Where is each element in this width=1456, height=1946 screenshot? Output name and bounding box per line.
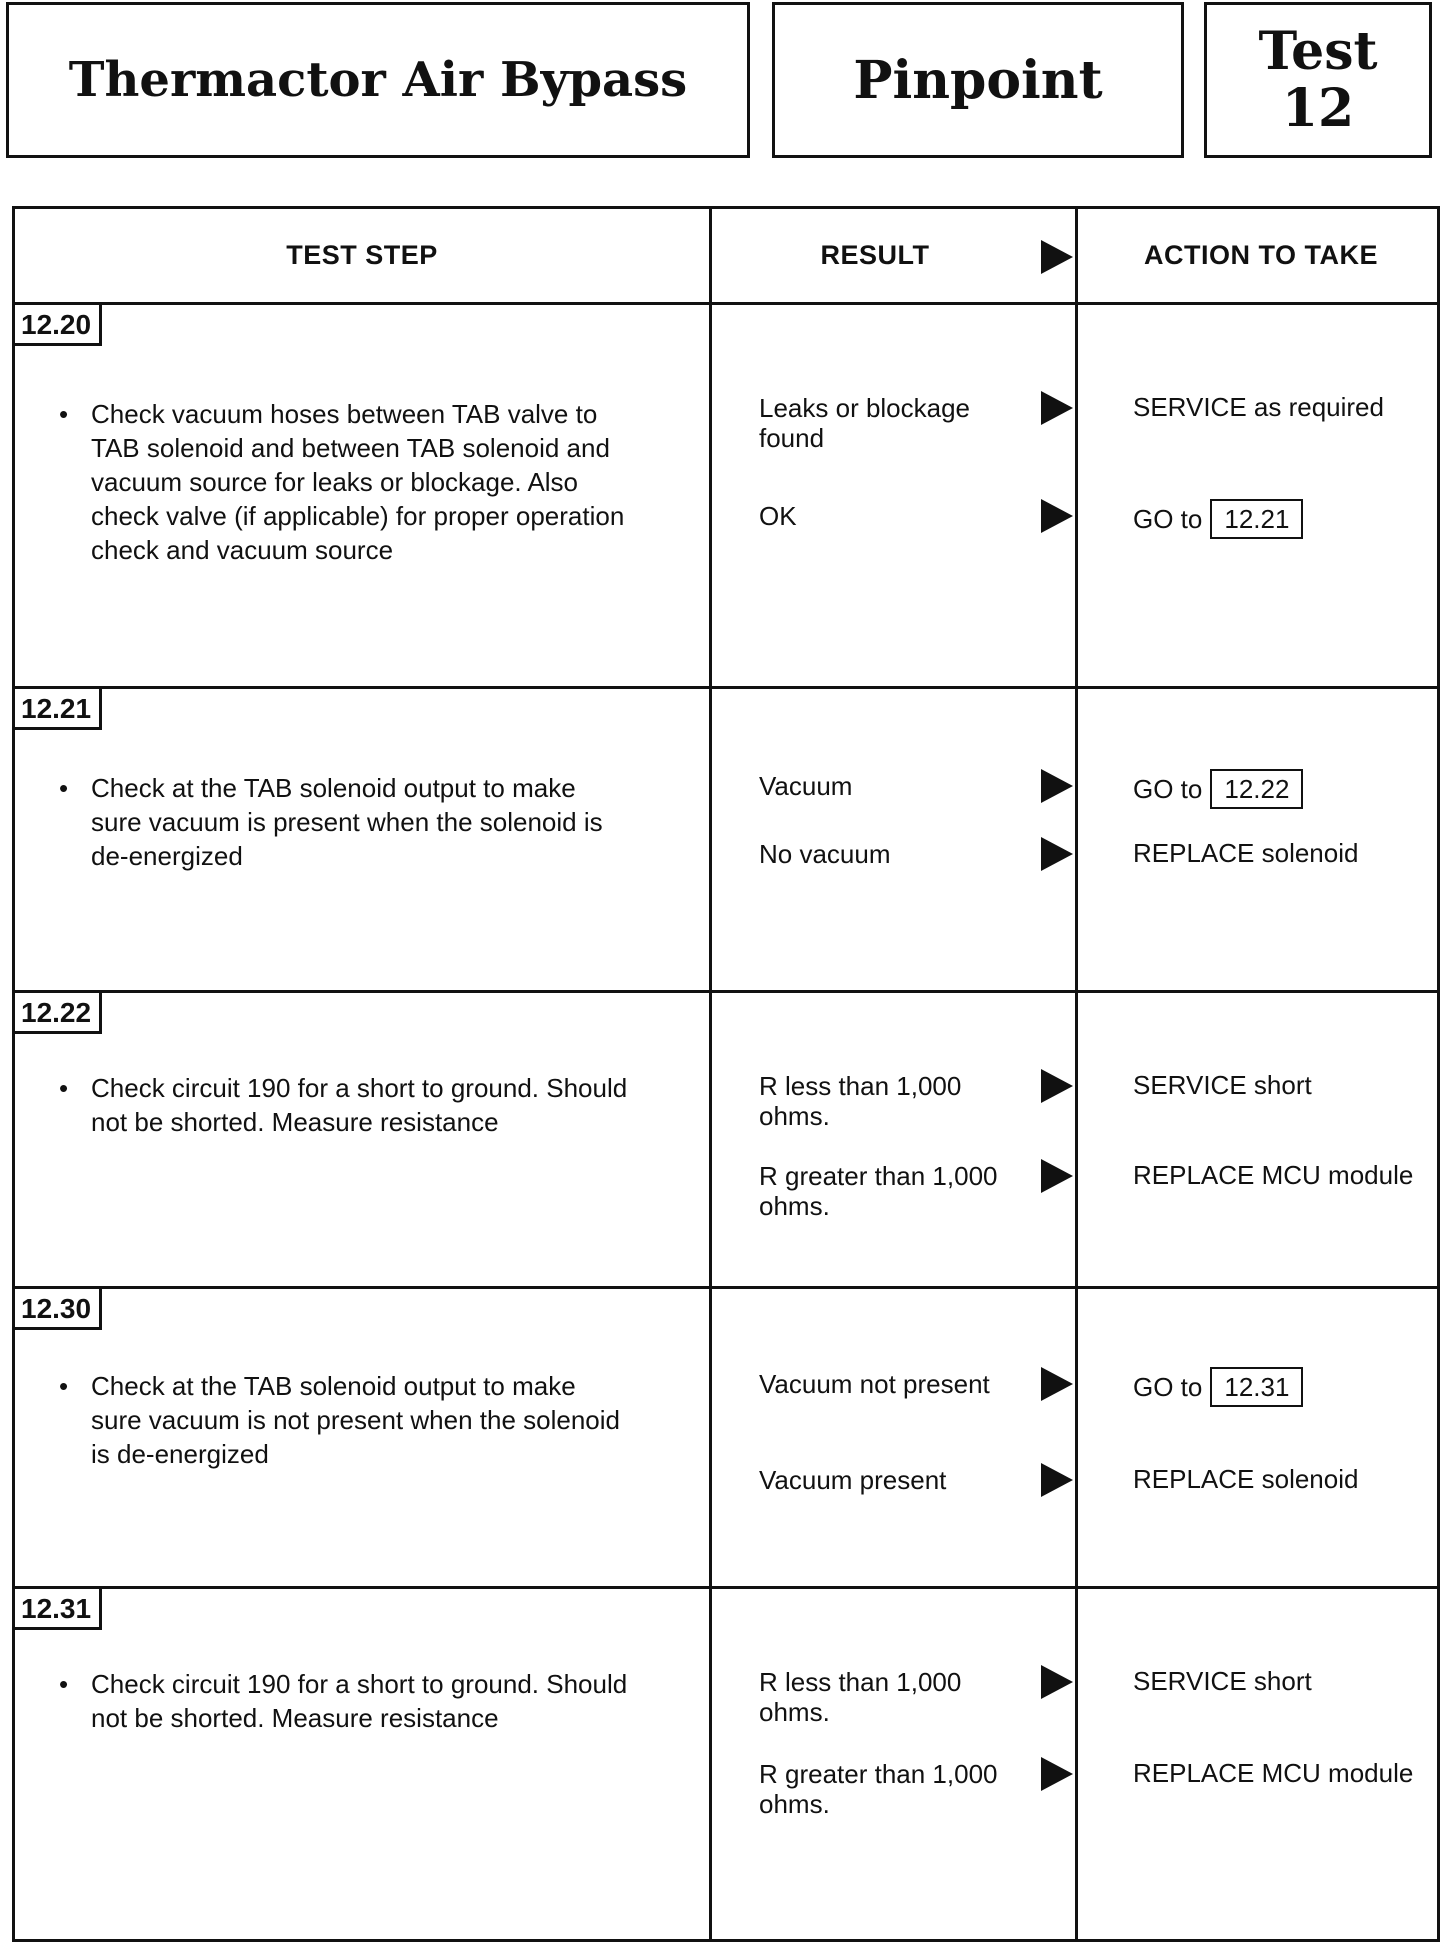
action-text bbox=[1133, 1159, 1433, 1191]
action-label: GO to bbox=[1133, 1372, 1203, 1402]
arrow-icon bbox=[1041, 1367, 1073, 1401]
step-number: 12.22 bbox=[15, 993, 102, 1034]
step-instruction-text: Check at the TAB solenoid output to make sure vacuum is present when the solenoid is de-energized bbox=[91, 773, 603, 871]
arrow-icon bbox=[1041, 1069, 1073, 1103]
table-header bbox=[15, 209, 1437, 305]
goto-step-reference: 12.21 bbox=[1210, 499, 1303, 539]
result-text: R greater than 1,000 ohms. bbox=[759, 1161, 998, 1221]
arrow-icon bbox=[1041, 1665, 1073, 1699]
step-instruction-text: Check vacuum hoses between TAB valve to TAB solenoid and between TAB solenoid and vacuum source for leaks or blockage. Also check valve (if applicable) for proper operation check and vacuum source bbox=[91, 399, 625, 565]
pinpoint-box bbox=[772, 2, 1184, 158]
step-number: 12.30 bbox=[15, 1289, 102, 1330]
result-text: Leaks or blockage found bbox=[759, 393, 971, 453]
action-text bbox=[1133, 1665, 1433, 1697]
step-instruction bbox=[61, 397, 631, 567]
step-instruction bbox=[61, 1667, 631, 1735]
action-text bbox=[1133, 1069, 1433, 1101]
step-number: 12.20 bbox=[15, 305, 102, 346]
test-step-row bbox=[15, 305, 1437, 689]
step-instruction-text: Check circuit 190 for a short to ground. Should not be shorted. Measure resistance bbox=[91, 1073, 628, 1137]
result-text: Vacuum not present bbox=[759, 1369, 990, 1399]
action-text bbox=[1133, 499, 1433, 539]
step-instruction-text: Check at the TAB solenoid output to make sure vacuum is not present when the solenoid is de-energized bbox=[91, 1371, 620, 1469]
result-text: R less than 1,000 ohms. bbox=[759, 1667, 962, 1727]
test-number: 12 bbox=[1281, 78, 1355, 139]
step-instruction bbox=[61, 1369, 631, 1471]
action-label: REPLACE solenoid bbox=[1133, 1464, 1359, 1494]
action-label: GO to bbox=[1133, 504, 1203, 534]
arrow-icon bbox=[1041, 1463, 1073, 1497]
step-instruction-text: Check circuit 190 for a short to ground. Should not be shorted. Measure resistance bbox=[91, 1669, 628, 1733]
arrow-icon bbox=[1041, 1159, 1073, 1193]
arrow-icon bbox=[1041, 837, 1073, 871]
goto-step-reference: 12.31 bbox=[1210, 1367, 1303, 1407]
bullet-icon: • bbox=[59, 1669, 69, 1699]
action-label: GO to bbox=[1133, 774, 1203, 804]
action-label: SERVICE short bbox=[1133, 1070, 1312, 1100]
action-text bbox=[1133, 1367, 1433, 1407]
result-text: Vacuum present bbox=[759, 1465, 947, 1495]
action-text bbox=[1133, 769, 1433, 809]
test-step-row bbox=[15, 689, 1437, 993]
col-header-test-step: TEST STEP bbox=[286, 240, 438, 270]
arrow-icon bbox=[1041, 240, 1073, 274]
result-text: No vacuum bbox=[759, 839, 891, 869]
test-label: Test bbox=[1258, 20, 1378, 82]
test-step-row bbox=[15, 1289, 1437, 1589]
bullet-icon: • bbox=[59, 773, 69, 803]
goto-step-reference: 12.22 bbox=[1210, 769, 1303, 809]
step-number: 12.31 bbox=[15, 1589, 102, 1630]
test-step-row bbox=[15, 993, 1437, 1289]
title-box bbox=[6, 2, 750, 158]
step-number: 12.21 bbox=[15, 689, 102, 730]
col-header-result-label: RESULT bbox=[820, 240, 930, 270]
test-step-row bbox=[15, 1589, 1437, 1945]
pinpoint-label: Pinpoint bbox=[853, 49, 1103, 111]
result-text: R greater than 1,000 ohms. bbox=[759, 1759, 998, 1819]
step-instruction bbox=[61, 771, 631, 873]
test-number-box bbox=[1204, 2, 1432, 158]
result-text: R less than 1,000 ohms. bbox=[759, 1071, 962, 1131]
action-label: REPLACE MCU module bbox=[1133, 1160, 1414, 1190]
action-text bbox=[1133, 1757, 1433, 1789]
pinpoint-test-table bbox=[12, 206, 1440, 1942]
col-header-action: ACTION TO TAKE bbox=[1144, 240, 1378, 270]
page-title: Thermactor Air Bypass bbox=[68, 52, 688, 108]
result-text: Vacuum bbox=[759, 771, 853, 801]
bullet-icon: • bbox=[59, 399, 69, 429]
action-label: SERVICE as required bbox=[1133, 392, 1384, 422]
arrow-icon bbox=[1041, 499, 1073, 533]
action-label: SERVICE short bbox=[1133, 1666, 1312, 1696]
action-label: REPLACE solenoid bbox=[1133, 838, 1359, 868]
bullet-icon: • bbox=[59, 1073, 69, 1103]
arrow-icon bbox=[1041, 1757, 1073, 1791]
action-label: REPLACE MCU module bbox=[1133, 1758, 1414, 1788]
result-text: OK bbox=[759, 501, 797, 531]
bullet-icon: • bbox=[59, 1371, 69, 1401]
col-header-result bbox=[715, 209, 1035, 302]
action-text bbox=[1133, 391, 1433, 423]
arrow-icon bbox=[1041, 769, 1073, 803]
action-text bbox=[1133, 1463, 1433, 1495]
arrow-icon bbox=[1041, 391, 1073, 425]
action-text bbox=[1133, 837, 1433, 869]
step-instruction bbox=[61, 1071, 631, 1139]
